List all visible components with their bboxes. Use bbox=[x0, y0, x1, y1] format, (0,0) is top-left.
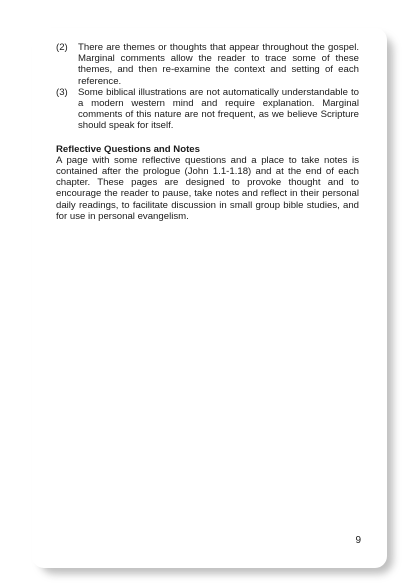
list-item bbox=[56, 42, 359, 87]
section-heading: Reflective Questions and Notes bbox=[56, 143, 200, 155]
document-page bbox=[32, 28, 387, 568]
section-body: A page with some reflective questions and a place to take notes is contained after the prologue (John 1.1-1.18) and at the end of each chapter. These pages are designed to provoke thought and to encourage the reader to pause, take notes and reflect in their personal daily readings, to facilitate discussion in small group bible studies, and for use in personal evangelism. bbox=[56, 154, 359, 222]
list-item-text: Some biblical illustrations are not automatically understandable to a modern western mind and require explanation. Marginal comments of this nature are not frequent, as we believe Scripture should speak for itself. bbox=[78, 86, 359, 132]
page-number: 9 bbox=[355, 535, 361, 546]
list-item-number: (3) bbox=[56, 86, 68, 98]
page-content bbox=[56, 42, 359, 222]
list-item-number: (2) bbox=[56, 42, 68, 53]
list-item-text: There are themes or thoughts that appear throughout the gospel. Marginal comments allow the reader to trace some of these themes, and then re-examine the context and setting of each reference. bbox=[78, 42, 359, 87]
list-item bbox=[56, 87, 359, 132]
